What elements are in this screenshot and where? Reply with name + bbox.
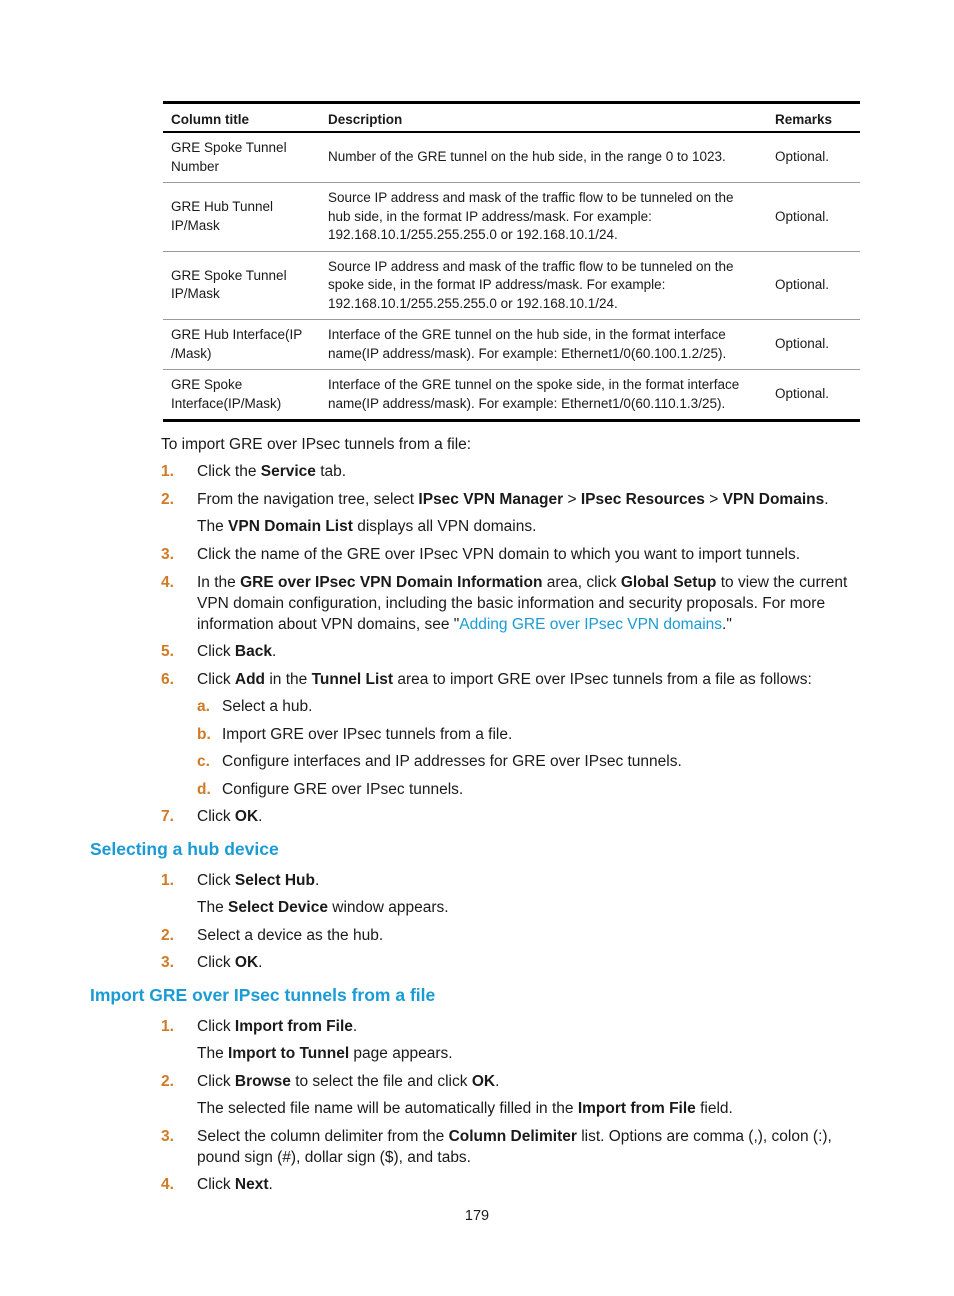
row-title: GRE Hub Tunnel IP/Mask xyxy=(163,183,320,252)
substep-text: Configure interfaces and IP addresses for GRE over IPsec tunnels. xyxy=(222,753,682,770)
row-remarks: Optional. xyxy=(767,320,860,370)
step-number: 5. xyxy=(161,643,174,660)
step-number: 2. xyxy=(161,491,174,508)
step-number: 6. xyxy=(161,671,174,688)
row-description: Interface of the GRE tunnel on the spoke side, in the format interface name(IP address/mask). For example: Ethernet1/0(60.110.1.3/25). xyxy=(320,370,767,421)
row-remarks: Optional. xyxy=(767,132,860,183)
row-remarks: Optional. xyxy=(767,183,860,252)
row-title: GRE Spoke Interface(IP/Mask) xyxy=(163,370,320,421)
step-text: Click Back. xyxy=(197,643,277,660)
substep-letter: d. xyxy=(197,781,211,798)
row-remarks: Optional. xyxy=(767,370,860,421)
step-number: 3. xyxy=(161,1128,174,1145)
table-row xyxy=(163,183,860,252)
step-number: 3. xyxy=(161,546,174,563)
step-number: 3. xyxy=(161,954,174,971)
section-heading-selecting-hub: Selecting a hub device xyxy=(90,839,279,859)
header-remarks: Remarks xyxy=(775,112,833,127)
step-text: Click Select Hub. xyxy=(197,872,320,889)
step-note: The VPN Domain List displays all VPN domains. xyxy=(197,518,537,535)
header-column-title: Column title xyxy=(171,112,249,127)
step-text: Click OK. xyxy=(197,954,263,971)
tunnel-columns-table xyxy=(163,101,860,422)
step-text: Select a device as the hub. xyxy=(197,927,384,944)
substep-letter: c. xyxy=(197,753,210,770)
step-text: Click Next. xyxy=(197,1176,273,1193)
page-number: 179 xyxy=(464,1208,490,1224)
row-description: Source IP address and mask of the traffic flow to be tunneled on the spoke side, in the format IP address/mask. For example: 192.168.10.1/255.255.255.0 or 192.168.10.1/24. xyxy=(320,251,767,320)
row-title: GRE Hub Interface(IP /Mask) xyxy=(163,320,320,370)
substep-text: Select a hub. xyxy=(222,698,313,715)
table-row xyxy=(163,251,860,320)
step-number: 2. xyxy=(161,927,174,944)
step-number: 1. xyxy=(161,872,174,889)
row-description: Source IP address and mask of the traffic flow to be tunneled on the hub side, in the format IP address/mask. For example: 192.168.10.1/255.255.255.0 or 192.168.10.1/24. xyxy=(320,183,767,252)
step-number: 4. xyxy=(161,574,174,591)
substep-letter: a. xyxy=(197,698,210,715)
section-heading-import-tunnels: Import GRE over IPsec tunnels from a file xyxy=(90,985,436,1005)
step-number: 4. xyxy=(161,1176,174,1193)
step-number: 2. xyxy=(161,1073,174,1090)
step-text: Click Browse to select the file and click OK. xyxy=(197,1073,500,1090)
step-number: 1. xyxy=(161,463,174,480)
table-header-row xyxy=(163,103,860,133)
step-number: 1. xyxy=(161,1018,174,1035)
step-text: Click Add in the Tunnel List area to import GRE over IPsec tunnels from a file as follows: xyxy=(197,671,812,688)
row-title: GRE Spoke Tunnel Number xyxy=(163,132,320,183)
row-title: GRE Spoke Tunnel IP/Mask xyxy=(163,251,320,320)
step-text: Click Import from File. xyxy=(197,1018,358,1035)
header-description: Description xyxy=(328,112,403,127)
adding-vpn-domains-link[interactable]: Adding GRE over IPsec VPN domains xyxy=(459,616,723,633)
table-row xyxy=(163,132,860,183)
step-number: 7. xyxy=(161,808,174,825)
step-text: In the GRE over IPsec VPN Domain Information area, click Global Setup to view the current VPN domain configuration, including the basic information and security proposals. For more information about VPN domains, see "Adding GRE over IPsec VPN domains." xyxy=(197,574,848,633)
intro-text: To import GRE over IPsec tunnels from a file: xyxy=(161,436,472,453)
row-remarks: Optional. xyxy=(767,251,860,320)
step-note: The Import to Tunnel page appears. xyxy=(197,1045,453,1062)
step-text: Click the name of the GRE over IPsec VPN domain to which you want to import tunnels. xyxy=(197,546,801,563)
step-text: Click the Service tab. xyxy=(197,463,347,480)
substep-text: Configure GRE over IPsec tunnels. xyxy=(222,781,464,798)
substep-letter: b. xyxy=(197,726,211,743)
table-row xyxy=(163,320,860,370)
step-note: The Select Device window appears. xyxy=(197,899,449,916)
table-row xyxy=(163,370,860,421)
row-description: Interface of the GRE tunnel on the hub side, in the format interface name(IP address/mask). For example: Ethernet1/0(60.100.1.2/25). xyxy=(320,320,767,370)
substep-text: Import GRE over IPsec tunnels from a file. xyxy=(222,726,513,743)
step-note: The selected file name will be automatically filled in the Import from File field. xyxy=(197,1100,733,1117)
row-description: Number of the GRE tunnel on the hub side, in the range 0 to 1023. xyxy=(320,132,767,183)
step-text: Click OK. xyxy=(197,808,263,825)
step-text: From the navigation tree, select IPsec VPN Manager > IPsec Resources > VPN Domains. xyxy=(197,491,829,508)
step-text: Select the column delimiter from the Column Delimiter list. Options are comma (,), colon (:), pound sign (#), dollar sign ($), and tabs. xyxy=(197,1128,832,1166)
